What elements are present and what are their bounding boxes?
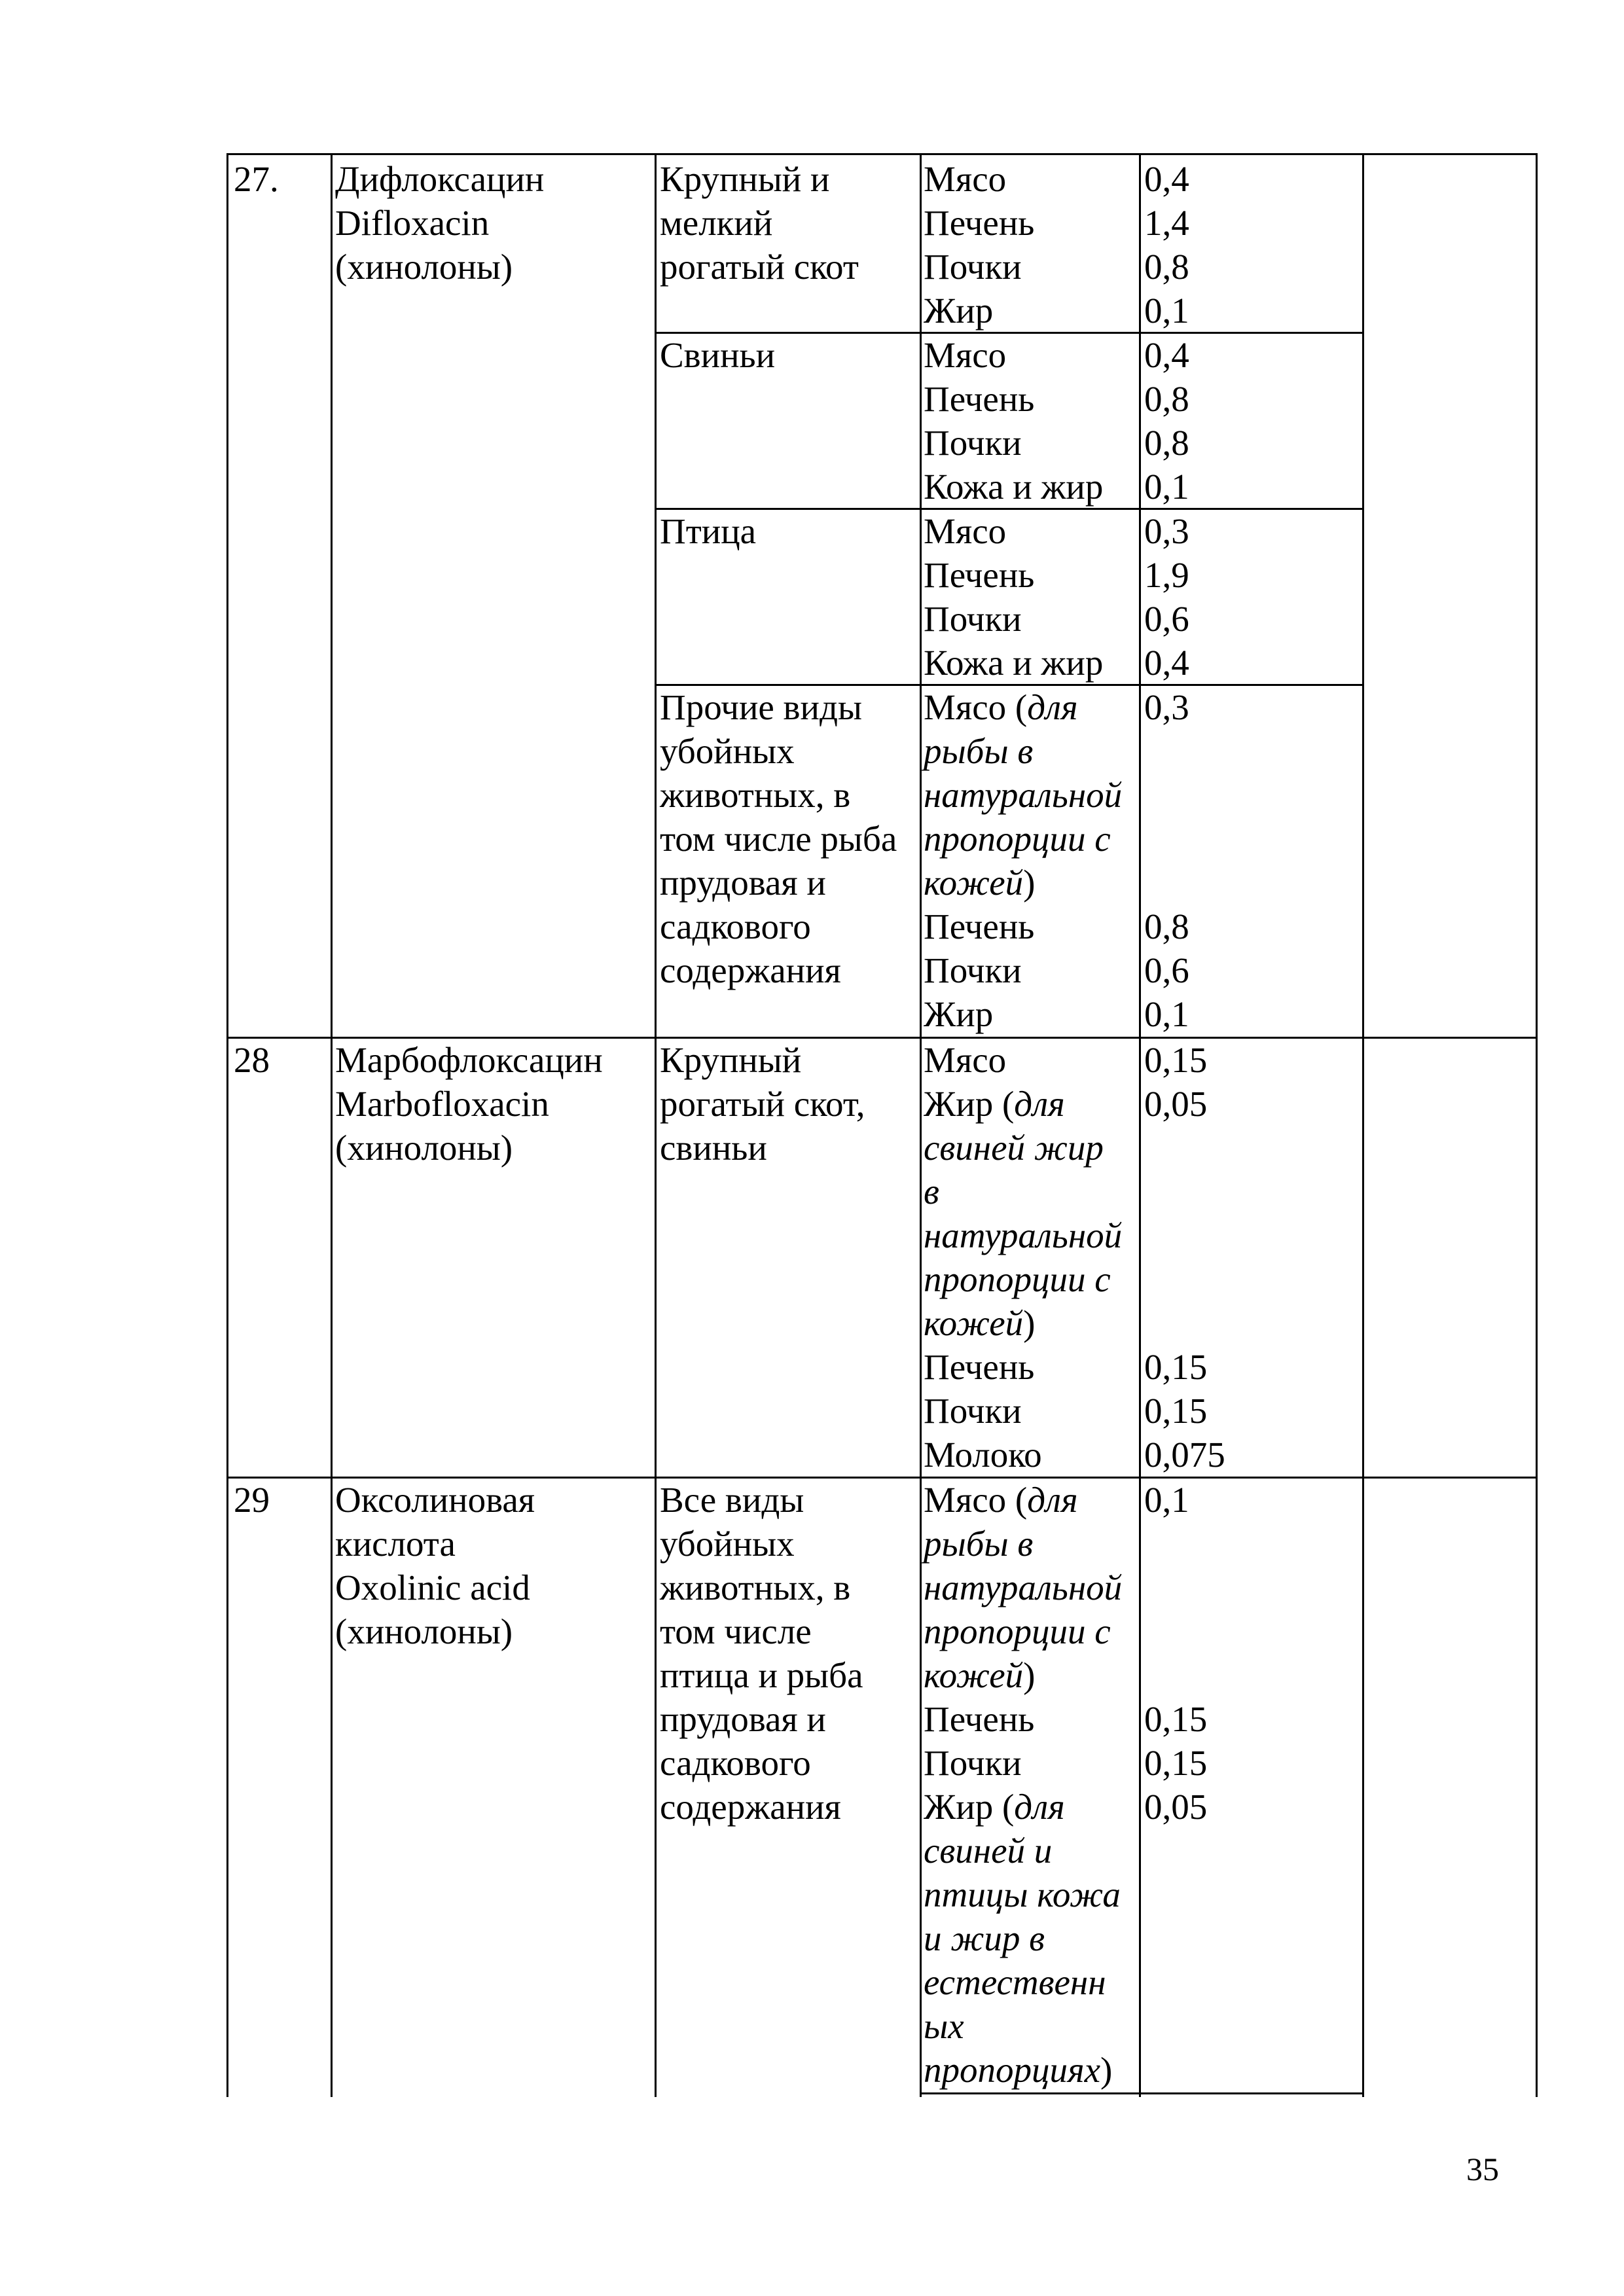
species: Свиньи xyxy=(660,335,776,375)
limit-value: 0,1 xyxy=(1144,467,1189,507)
product: Печень xyxy=(924,379,1035,419)
note-close: ) xyxy=(1023,1655,1036,1695)
species: Крупный рогатый скот, свиньи xyxy=(660,1040,865,1168)
product-label: Жир ( xyxy=(924,1084,1015,1124)
limit-value: 0,8 xyxy=(1144,379,1189,419)
product: Почки xyxy=(924,1743,1022,1783)
row-number: 27. xyxy=(234,159,279,199)
limit-value: 0,3 xyxy=(1144,687,1189,727)
species: Птица xyxy=(660,511,757,551)
limit-value: 0,6 xyxy=(1144,599,1189,639)
row-number: 28 xyxy=(234,1040,270,1080)
product: Кожа и жир xyxy=(924,643,1104,683)
product: Печень xyxy=(924,1347,1035,1387)
limit-value: 0,8 xyxy=(1144,423,1189,463)
species: Все виды убойных животных, в том числе птица и рыба прудовая и садкового содержания xyxy=(660,1480,863,1827)
product: Жир xyxy=(924,994,994,1034)
column-divider-value xyxy=(1139,153,1141,2097)
product: Жир xyxy=(924,291,994,331)
limit-value: 0,4 xyxy=(1144,159,1189,199)
cell-bottom-border xyxy=(920,2092,1364,2094)
column-divider-last xyxy=(1362,153,1364,2097)
product: Печень xyxy=(924,203,1035,243)
product: Кожа и жир xyxy=(924,467,1104,507)
product: Мясо xyxy=(924,511,1007,551)
product: Почки xyxy=(924,423,1022,463)
limit-value: 0,1 xyxy=(1144,1480,1189,1520)
limit-value: 0,6 xyxy=(1144,950,1189,990)
product: Мясо xyxy=(924,1040,1007,1080)
product: Печень xyxy=(924,1699,1035,1739)
limit-value: 0,075 xyxy=(1144,1435,1225,1475)
limit-value: 0,15 xyxy=(1144,1699,1208,1739)
limit-value: 0,1 xyxy=(1144,291,1189,331)
product xyxy=(924,1478,1122,1697)
limit-value: 0,15 xyxy=(1144,1347,1208,1387)
column-divider-species xyxy=(655,153,657,2097)
product: Мясо xyxy=(924,335,1007,375)
species: Крупный и мелкий рогатый скот xyxy=(660,159,859,287)
row-number: 29 xyxy=(234,1480,270,1520)
limit-value: 1,4 xyxy=(1144,203,1189,243)
page-number: 35 xyxy=(1466,2151,1499,2187)
product xyxy=(924,1785,1121,2092)
product xyxy=(924,685,1122,905)
product: Почки xyxy=(924,1391,1022,1431)
table-border-right xyxy=(1536,153,1538,2097)
limit-value: 0,15 xyxy=(1144,1743,1208,1783)
limit-value: 0,8 xyxy=(1144,906,1189,946)
note-close: ) xyxy=(1023,1303,1036,1343)
substance-name: Оксолиновая кислота Oxolinic acid (хинолоны) xyxy=(335,1480,535,1651)
product-label: Мясо ( xyxy=(924,687,1028,727)
table-border-top xyxy=(226,153,1538,155)
limit-value: 0,1 xyxy=(1144,994,1189,1034)
limit-value: 0,05 xyxy=(1144,1787,1208,1827)
limit-value: 0,8 xyxy=(1144,247,1189,287)
limit-value: 1,9 xyxy=(1144,555,1189,595)
product xyxy=(924,1082,1122,1345)
product-note: для свиней жир в натуральной пропорции с кожей xyxy=(924,1084,1123,1343)
product-note: для рыбы в натуральной пропорции с кожей xyxy=(924,1480,1123,1695)
species: Прочие виды убойных животных, в том числе рыба прудовая и садкового содержания xyxy=(660,687,897,990)
product: Молоко xyxy=(924,1435,1042,1475)
product-note: для свиней и птицы кожа и жир в естественн ых пропорциях xyxy=(924,1787,1121,2090)
product: Мясо xyxy=(924,159,1007,199)
table-border-left xyxy=(226,153,228,2097)
note-close: ) xyxy=(1023,863,1036,903)
product-label: Мясо ( xyxy=(924,1480,1028,1520)
substance-name: Марбофлоксацин Marbofloxacin (хинолоны) xyxy=(335,1040,603,1168)
product: Почки xyxy=(924,247,1022,287)
limit-value: 0,05 xyxy=(1144,1084,1208,1124)
product-label: Жир ( xyxy=(924,1787,1015,1827)
column-divider-substance xyxy=(331,153,333,2097)
product: Почки xyxy=(924,599,1022,639)
note-close: ) xyxy=(1100,2050,1113,2090)
limit-value: 0,15 xyxy=(1144,1391,1208,1431)
product: Печень xyxy=(924,555,1035,595)
limit-value: 0,4 xyxy=(1144,335,1189,375)
product: Печень xyxy=(924,906,1035,946)
product-note: для рыбы в натуральной пропорции с кожей xyxy=(924,687,1123,903)
limit-value: 0,15 xyxy=(1144,1040,1208,1080)
limit-value: 0,3 xyxy=(1144,511,1189,551)
product: Почки xyxy=(924,950,1022,990)
column-divider-product xyxy=(920,153,922,2097)
limit-value: 0,4 xyxy=(1144,643,1189,683)
substance-name: Дифлоксацин Difloxacin (хинолоны) xyxy=(335,159,545,287)
